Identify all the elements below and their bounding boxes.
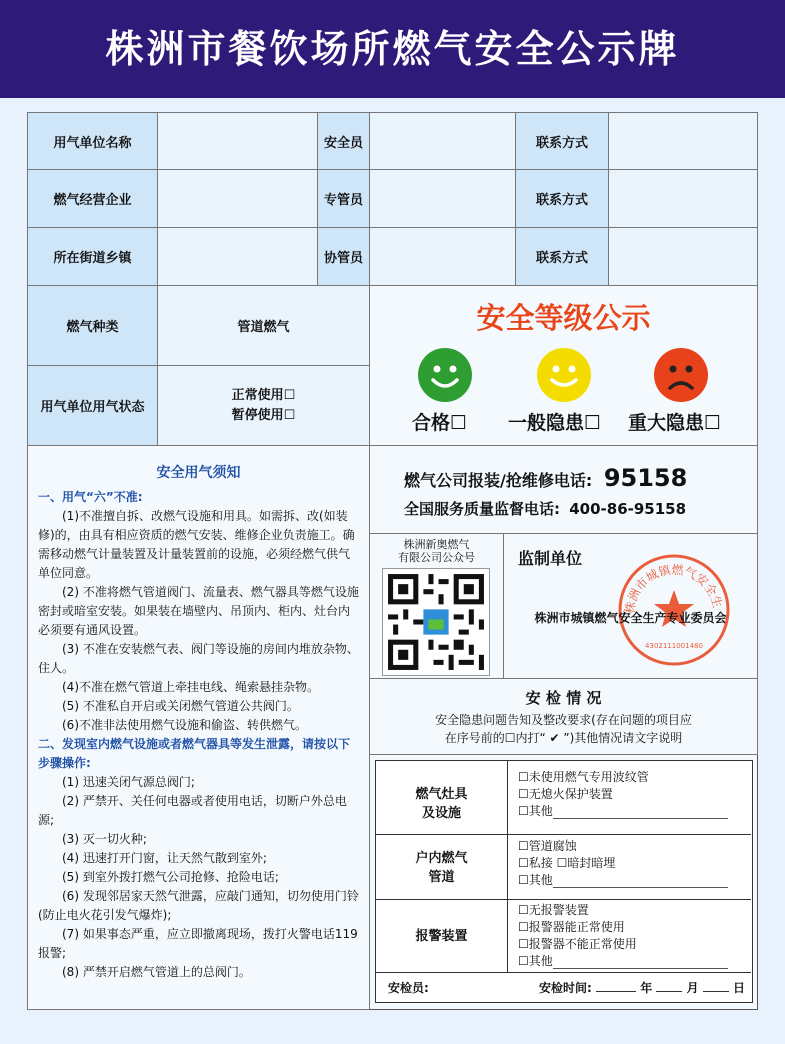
qr-caption-line1: 株洲新奥燃气 [403,538,470,551]
year-label: 年 [640,981,653,995]
page-title: 株洲市餐饮场所燃气安全公示牌 [0,0,785,98]
quality-hotline [404,498,686,519]
hotline-panel [369,445,758,534]
contact-value[interactable] [608,169,758,228]
repair-hotline-label: 燃气公司报装/抢维修电话: [404,471,593,490]
supervision-org: 株洲市城镇燃气安全生产专业委员会 [534,611,727,625]
gas-type-label: 燃气种类 [27,285,158,366]
safety-level-panel [369,285,758,446]
safety-notice-panel [27,445,370,1010]
contact-value[interactable] [608,227,758,286]
assistant-label: 协管员 [317,227,370,286]
day-label: 日 [732,981,745,995]
pipe-group-label: 户内燃气 管道 [415,851,468,885]
usage-status-label: 用气单位用气状态 [27,365,158,446]
seal-text: 株洲市城镇燃气安全生 [622,562,725,615]
stove-group-label: 燃气灶具 及设施 [415,787,468,821]
contact-label: 联系方式 [515,169,609,228]
supervision-title: 监制单位 [518,549,583,568]
notice-section2-title: 二、发现室内燃气设施或者燃气器具等发生泄露，请按以下步骤操作: [38,737,351,770]
safety-officer-label: 安全员 [317,112,370,170]
gas-type-value: 管道燃气 [157,285,370,366]
alarm-option-checkbox[interactable]: ☐报警器不能正常使用 [518,937,637,951]
seal-code: 4302111001480 [645,642,703,650]
day-field[interactable] [703,991,729,992]
alarm-group-label: 报警装置 [415,929,468,944]
street-value[interactable] [157,227,318,286]
inspection-description [370,711,757,747]
year-field[interactable] [596,991,636,992]
notice-item: (2) 不准将燃气管道阀门、流量表、燃气器具等燃气设施密封或暗室安装。如果装在墙壁内、吊顶内、柜内、灶台内必须要有通风设置。 [38,585,359,637]
gas-company-value[interactable] [157,169,318,228]
repair-hotline-number: 95158 [603,464,688,492]
notice-item: (3) 不准在安装燃气表、阀门等设施的房间内堆放杂物、住人。 [38,642,359,675]
quality-hotline-number: 400-86-95158 [569,500,687,518]
stove-option-checkbox[interactable]: ☐未使用燃气专用波纹管 [518,770,649,784]
status-paused-checkbox[interactable]: 暂停使用☐ [231,407,296,423]
qr-caption [370,538,503,564]
usage-status-options [157,365,370,446]
inspector-label: 安检员: [388,981,429,995]
pipe-option-checkbox[interactable]: ☐私接 ☐暗封暗埋 [518,856,616,870]
notice-item: (5) 不准私自开启或关闭燃气管道公共阀门。 [62,699,299,713]
qr-caption-line2: 有限公司公众号 [398,551,475,564]
assistant-value[interactable] [369,227,516,286]
stove-option-checkbox[interactable]: ☐无熄火保护装置 [518,787,613,801]
contact-value[interactable] [608,112,758,170]
inspection-date [539,980,745,997]
pipe-option-checkbox[interactable]: ☐管道腐蚀 [518,839,577,853]
quality-hotline-label: 全国服务质量监督电话: [404,500,560,518]
pipe-option-checkbox[interactable]: ☐其他 [518,873,553,887]
notice-title: 安全用气须知 [156,465,241,481]
notice-step: (6) 发现邻居家天然气泄露，应敲门通知，切勿使用门铃(防止电火花引发气爆炸); [38,889,359,922]
level-pass-checkbox[interactable]: 合格☐ [412,412,468,434]
notice-step: (2) 严禁开、关任何电器或者使用电话，切断户外总电源; [38,794,347,827]
month-field[interactable] [656,991,682,992]
inspection-title: 安 检 情 况 [525,689,602,707]
inspection-header [369,678,758,755]
gas-company-label: 燃气经营企业 [27,169,158,228]
unit-name-label: 用气单位名称 [27,112,158,170]
inspection-desc-line1: 安全隐患问题告知及整改要求(存在问题的项目应 [435,713,692,727]
alarm-option-checkbox[interactable]: ☐无报警装置 [518,903,589,917]
qr-code-icon[interactable] [382,568,490,676]
notice-item: (4)不准在燃气管道上牵挂电线、绳索悬挂杂物。 [62,680,319,694]
street-label: 所在街道乡镇 [27,227,158,286]
qr-panel [369,533,504,679]
contact-label: 联系方式 [515,227,609,286]
supervision-panel [503,533,758,679]
safety-level-title: 安全等级公示 [476,301,651,335]
inspection-table [375,760,753,1003]
notice-item: (6)不准非法使用燃气设施和偷盗、转供燃气。 [62,718,307,732]
stove-option-checkbox[interactable]: ☐其他 [518,804,553,818]
notice-step: (8) 严禁开启燃气管道上的总阀门。 [62,965,251,979]
notice-step: (7) 如果事态严重，应立即撤离现场，拨打火警电话119报警; [38,927,358,960]
manager-value[interactable] [369,169,516,228]
manager-label: 专管员 [317,169,370,228]
inspection-desc-line2: 在序号前的☐内打“ ✔ ”)其他情况请文字说明 [444,731,683,745]
notice-step: (5) 到室外拨打燃气公司抢修、抢险电话; [62,870,279,884]
inspection-time-label: 安检时间: [539,981,592,995]
level-minor-checkbox[interactable]: 一般隐患☐ [508,412,602,434]
safety-officer-value[interactable] [369,112,516,170]
unit-name-value[interactable] [157,112,318,170]
alarm-option-checkbox[interactable]: ☐其他 [518,954,553,968]
neutral-face-icon [537,348,591,402]
notice-section1-title: 一、用气“六”不准: [38,490,143,504]
notice-step: (4) 迅速打开门窗，让天然气散到室外; [62,851,267,865]
smile-face-icon [418,348,472,402]
notice-step: (3) 灭一切火种; [62,832,147,846]
month-label: 月 [686,981,699,995]
notice-step: (1) 迅速关闭气源总阀门; [62,775,195,789]
notice-item: (1)不准擅自拆、改燃气设施和用具。如需拆、改(如装修)的，由具有相应资质的燃气安装、维修企业负责施工。确需移动燃气计量装置及计量装置前的设施，必须经燃气供气单位同意。 [38,509,355,580]
contact-label: 联系方式 [515,112,609,170]
sad-face-icon [654,348,708,402]
level-major-checkbox[interactable]: 重大隐患☐ [628,412,722,434]
repair-hotline [404,464,687,492]
status-normal-checkbox[interactable]: 正常使用☐ [231,387,296,403]
alarm-option-checkbox[interactable]: ☐报警器能正常使用 [518,920,625,934]
